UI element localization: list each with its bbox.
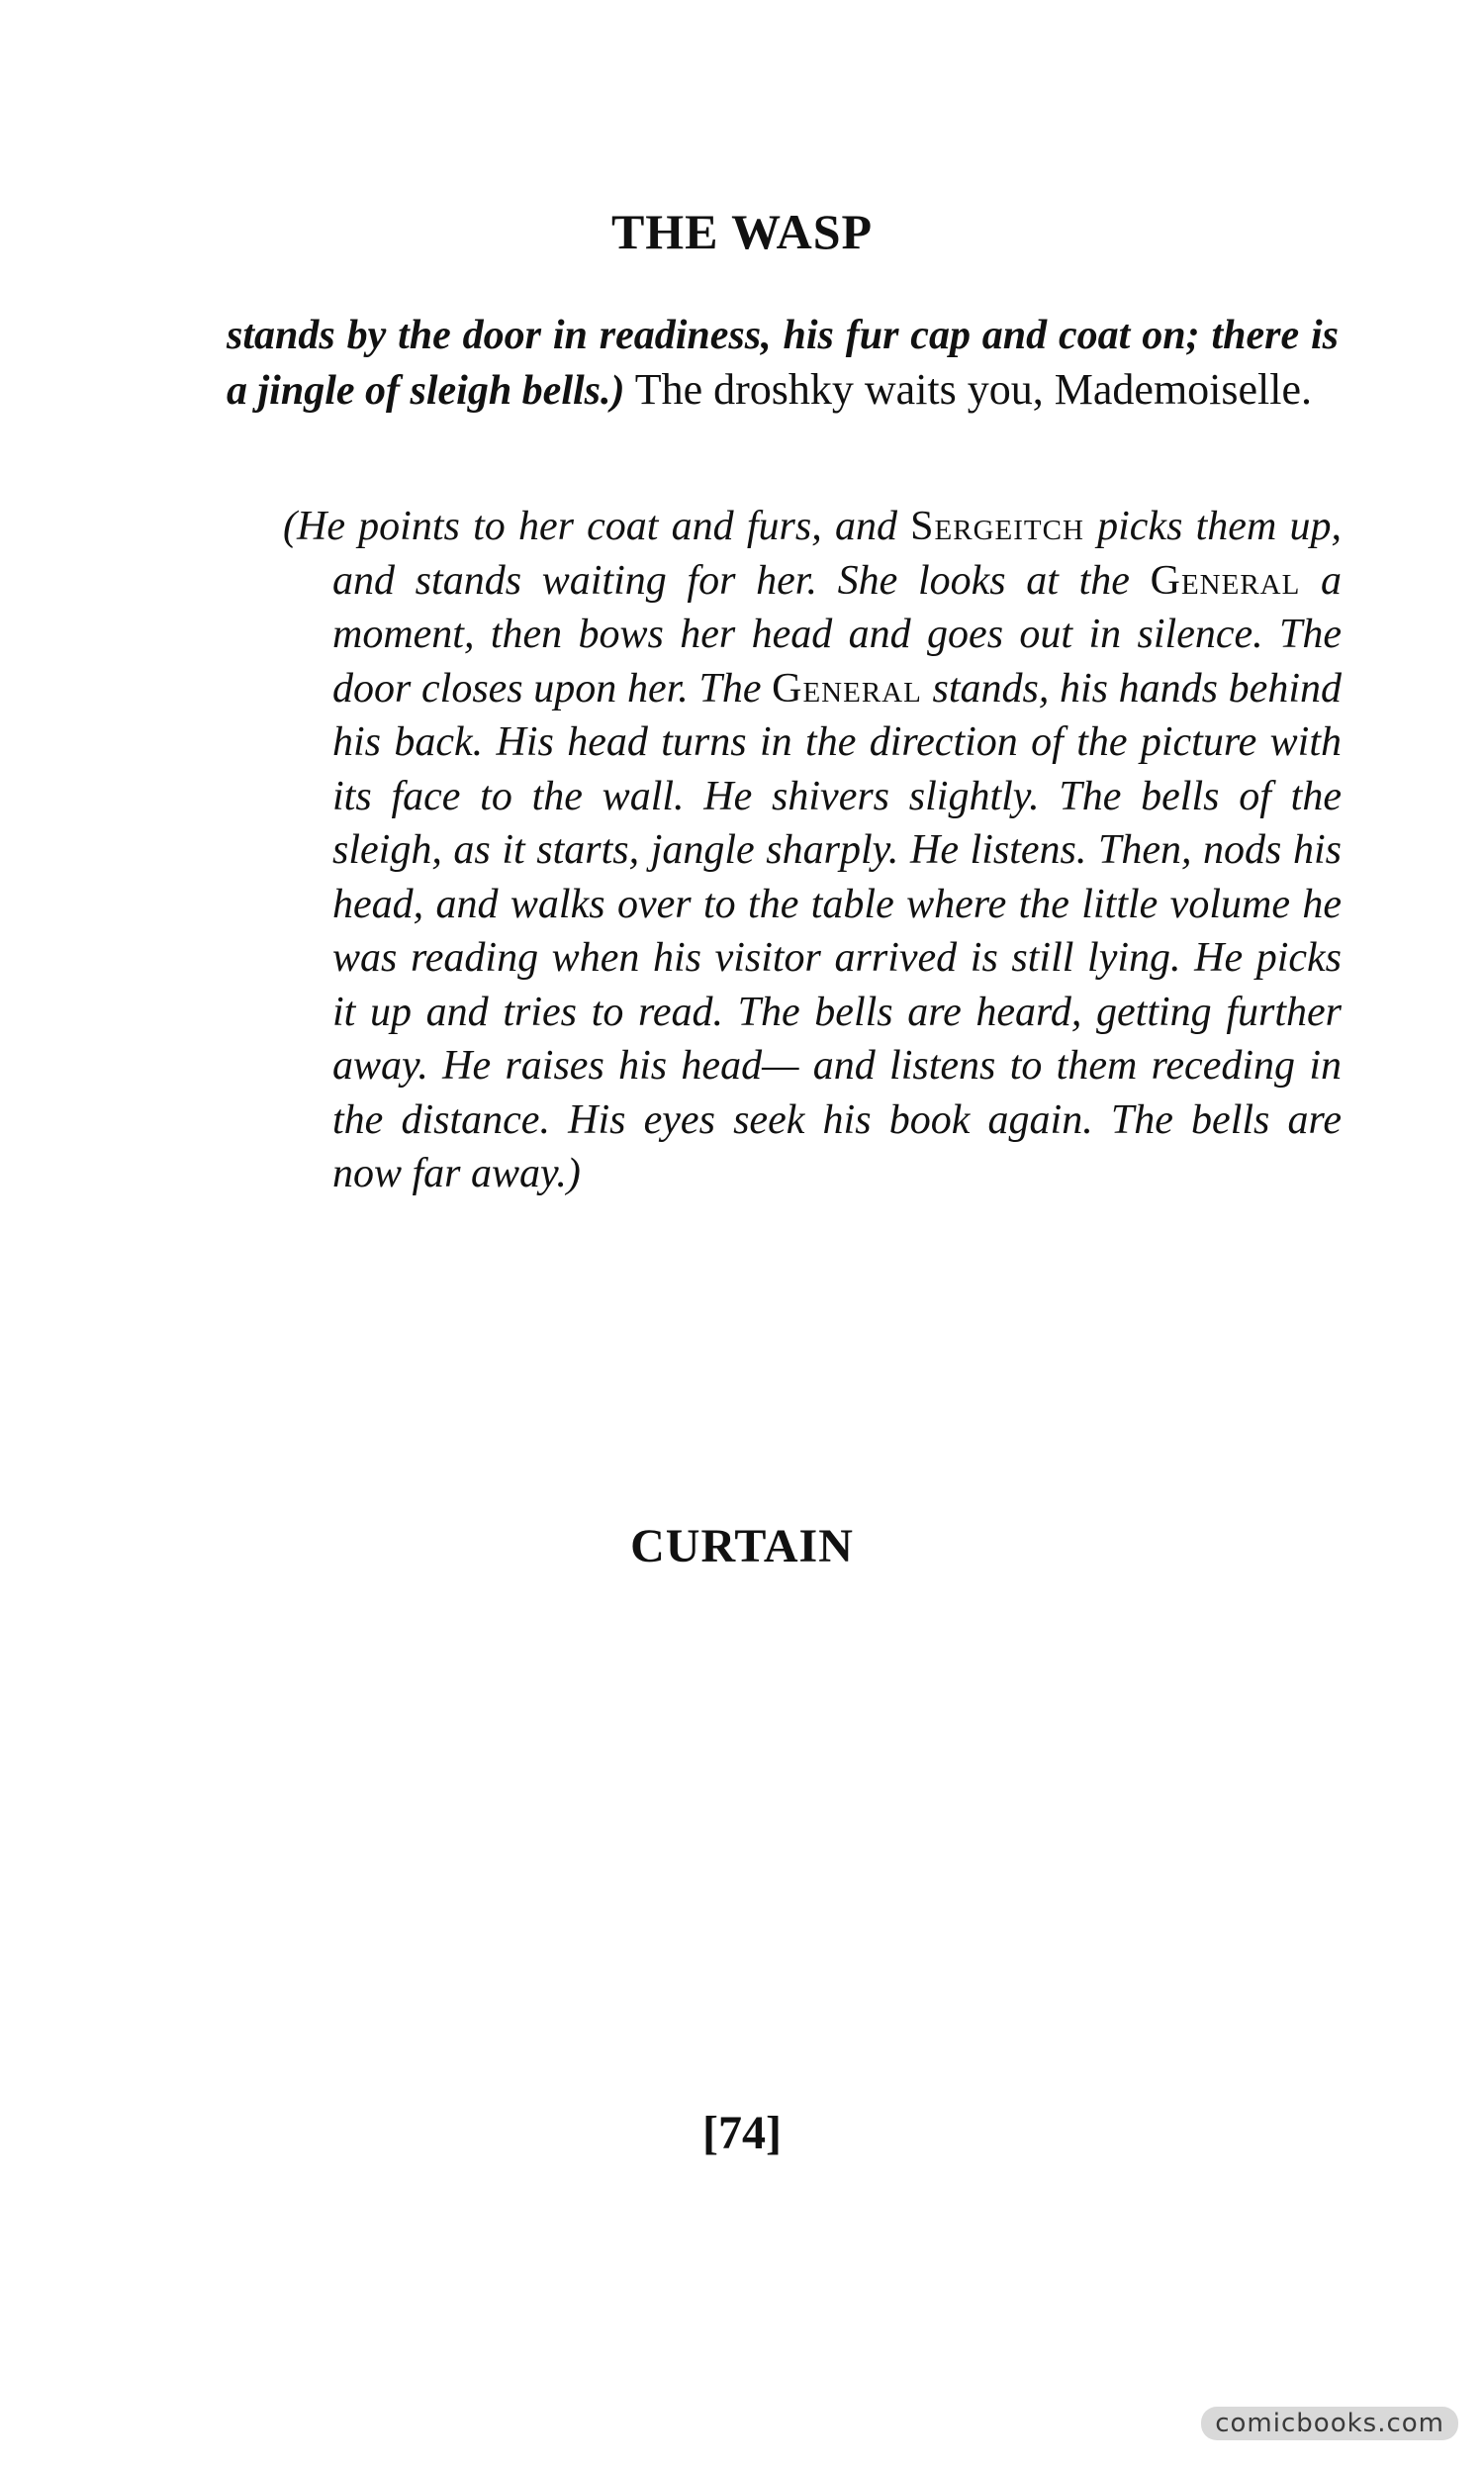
stage-direction-text-1: (He points to her coat and furs, and bbox=[283, 504, 911, 549]
stage-direction-text-4: stands, his hands behind his back. His head turns in the direction of the picture with its face to the wall. He shivers slightly. The bells of the sleigh, as it starts, jangle sharply. He listens. Then, nods his head, and walks over to the table where the little volume he was reading when his visitor arrived is still lying. He picks it up and tries to read. The bells are heard, getting further away. He raises his head— and listens to them receding in the distance. His eyes seek his book again. The bells are now far away.) bbox=[332, 665, 1342, 1196]
character-name-general: General bbox=[1150, 557, 1301, 604]
character-name-sergeitch: Sergeitch bbox=[910, 504, 1084, 549]
stage-direction bbox=[283, 500, 1342, 1201]
dialogue-paragraph bbox=[227, 309, 1339, 418]
stage-direction-text-3: a moment, then bows her head and goes out in silence. The door closes upon her. The bbox=[332, 557, 1343, 712]
curtain-heading: CURTAIN bbox=[630, 1520, 854, 1572]
stage-direction-continuation: stands by the door in readiness, his fur cap and coat on; there is a jingle of sleigh bells.) bbox=[227, 313, 1339, 414]
stage-direction-text-2: picks them up, and stands waiting for her. She looks at the bbox=[332, 504, 1342, 604]
character-name-general: General bbox=[772, 665, 922, 712]
dialogue-line: The droshky waits you, Mademoiselle. bbox=[624, 364, 1313, 414]
running-head: THE WASP bbox=[610, 204, 874, 259]
watermark: comicbooks.com bbox=[1201, 2407, 1458, 2440]
page-number: [74] bbox=[702, 2107, 782, 2159]
